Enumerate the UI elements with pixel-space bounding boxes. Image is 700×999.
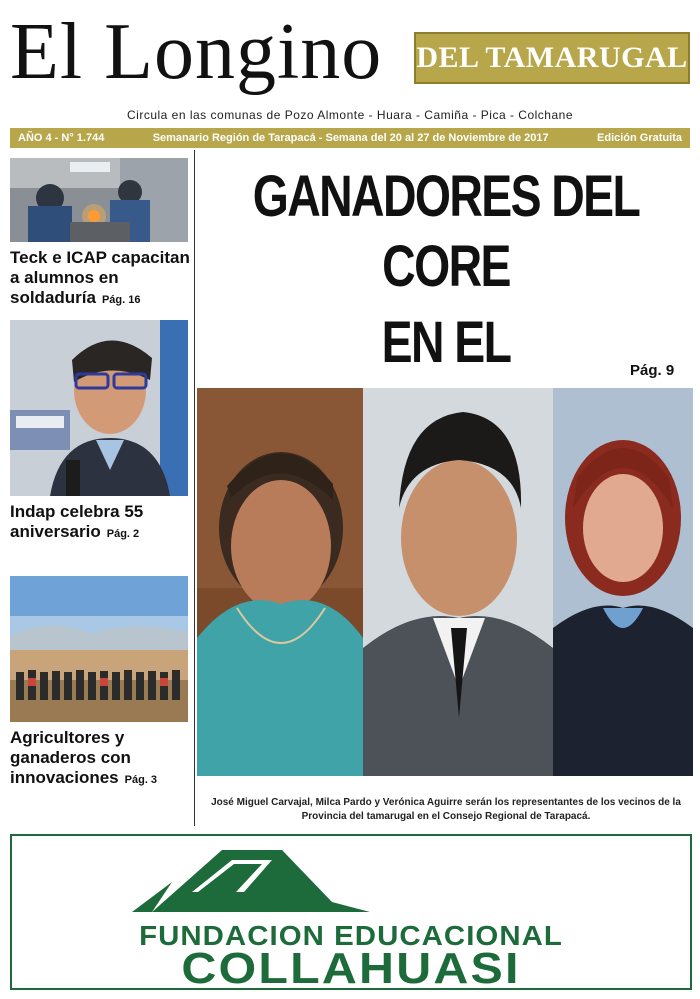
issue-number: AÑO 4 - N° 1.744: [18, 132, 105, 144]
masthead-tagline: Circula en las comunas de Pozo Almonte - Huara - Camiña - Pica - Colchane: [126, 108, 574, 122]
story-headline: Teck e ICAP capacitan a alumnos en soldaduría Pág. 16: [10, 248, 190, 307]
info-bar: [10, 128, 690, 148]
story-agricultores[interactable]: [10, 576, 190, 790]
welding-photo: [10, 158, 188, 242]
column-divider: [194, 150, 195, 826]
story-indap[interactable]: [10, 320, 190, 544]
story-headline: Agricultores y ganaderos con innovaciones Pág. 3: [10, 728, 158, 787]
page-ref: Pág. 2: [106, 528, 140, 540]
portrait-jose-miguel-carvajal: [363, 388, 553, 776]
edition-label: Edición Gratuita: [597, 132, 682, 144]
page-ref: Pág. 3: [124, 774, 158, 786]
speaker-photo: [10, 320, 188, 496]
ad-line-1: FUNDACION EDUCACIONAL: [139, 920, 563, 951]
portrait-veronica-aguirre: [553, 388, 693, 776]
ad-line-2: COLLAHUASI: [181, 944, 521, 993]
collahuasi-advertisement[interactable]: [10, 834, 692, 993]
portrait-milca-pardo: [197, 388, 363, 776]
masthead-title: El Longino: [10, 8, 383, 96]
farmers-group-photo: [10, 576, 188, 722]
week-range: Semanario Región de Tarapacá - Semana del 20 al 27 de Noviembre de 2017: [152, 132, 549, 144]
main-headline[interactable]: GANADORES DEL CORE EN EL: [252, 164, 640, 375]
page-ref: Pág. 16: [101, 294, 141, 306]
portraits: [197, 388, 693, 776]
collahuasi-logo-icon: [132, 842, 372, 920]
photo-caption: José Miguel Carvajal, Milca Pardo y Verónica Aguirre serán los representantes de los vecinos de la Provincia del tamarugal en el Consejo Regional de Tarapacá.: [211, 797, 681, 822]
story-teck-icap[interactable]: [10, 158, 190, 310]
story-headline: Indap celebra 55 aniversario Pág. 2: [10, 502, 144, 541]
main-page-ref: Pág. 9: [630, 362, 675, 379]
masthead-badge: DEL TAMARUGAL: [414, 32, 690, 84]
